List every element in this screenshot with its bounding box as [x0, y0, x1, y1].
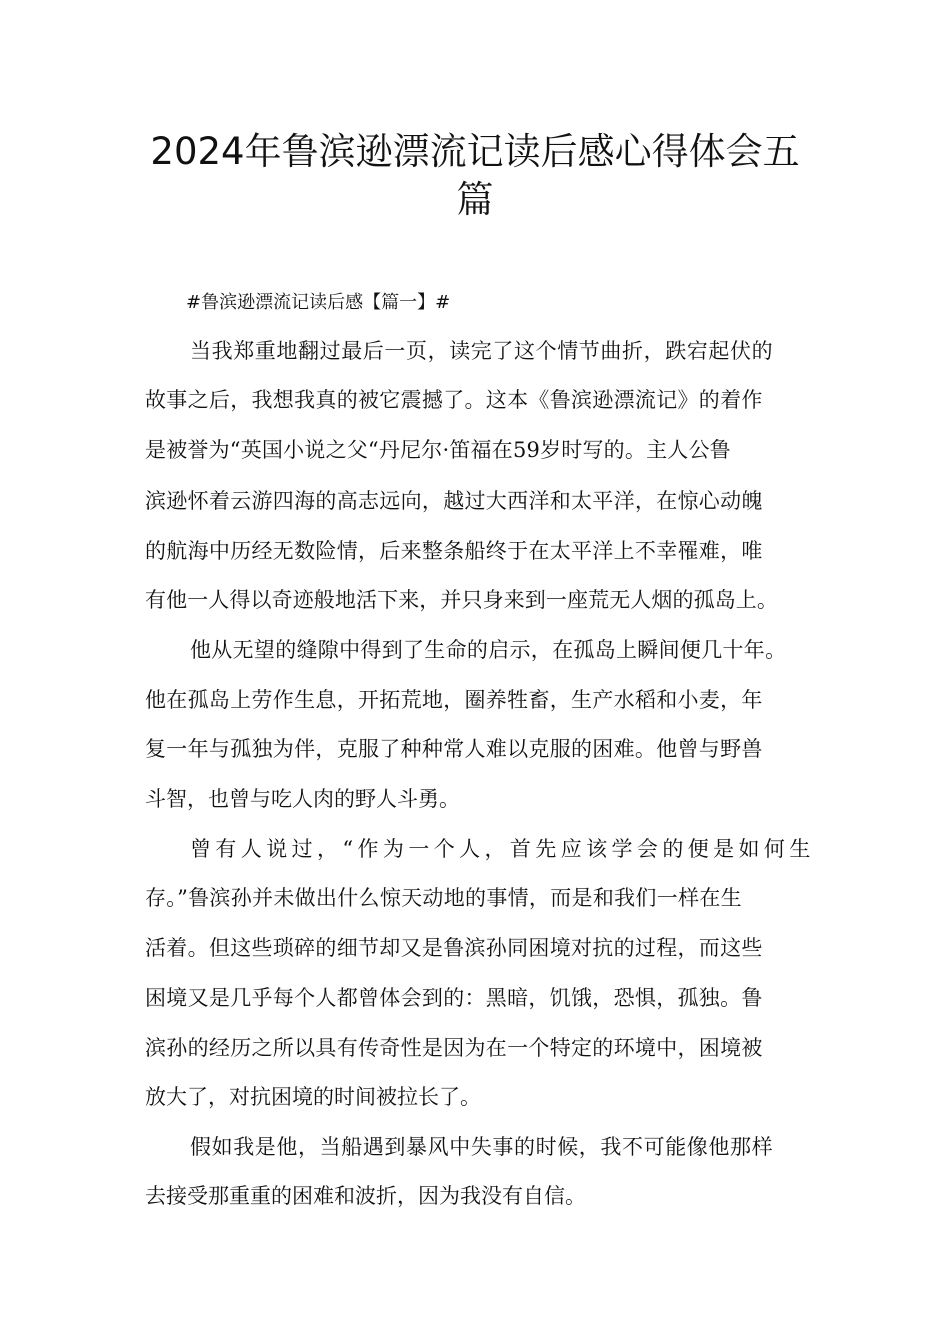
text-line: 当我郑重地翻过最后一页，读完了这个情节曲折，跌宕起伏的: [190, 339, 774, 363]
text-line: 曾有人说过，“作为一个人，首先应该学会的便是如何生: [190, 837, 815, 861]
text-line: 滨孙的经历之所以具有传奇性是因为在一个特定的环境中，困境被: [145, 1036, 763, 1060]
text-line: 复一年与孤独为伴，克服了种种常人难以克服的困难。他曾与野兽: [145, 737, 763, 761]
section-heading: #鲁滨逊漂流记读后感【篇一】#: [186, 292, 451, 313]
text-line: 假如我是他，当船遇到暴风中失事的时候，我不可能像他那样: [190, 1135, 774, 1159]
document-title: 2024年鲁滨逊漂流记读后感心得体会五篇: [150, 130, 800, 221]
text-line: 困境又是几乎每个人都曾体会到的：黑暗，饥饿，恐惧，孤独。鲁: [145, 986, 763, 1010]
text-line: 活着。但这些琐碎的细节却又是鲁滨孙同困境对抗的过程，而这些: [145, 936, 763, 960]
text-line: 他在孤岛上劳作生息，开拓荒地，圈养牲畜，生产水稻和小麦，年: [145, 688, 763, 712]
text-line: 存。”鲁滨孙并未做出什么惊天动地的事情，而是和我们一样在生: [145, 886, 742, 910]
text-line: 滨逊怀着云游四海的高志远向，越过大西洋和太平洋，在惊心动魄: [145, 489, 763, 513]
text-line: 故事之后，我想我真的被它震撼了。这本《鲁滨逊漂流记》的着作: [145, 388, 763, 412]
text-line: 他从无望的缝隙中得到了生命的启示，在孤岛上瞬间便几十年。: [190, 638, 787, 662]
text-line: 放大了，对抗困境的时间被拉长了。: [145, 1085, 481, 1109]
text-line: 斗智，也曾与吃人肉的野人斗勇。: [145, 787, 460, 811]
text-line: 去接受那重重的困难和波折，因为我没有自信。: [145, 1184, 586, 1208]
text-line: 的航海中历经无数险情，后来整条船终于在太平洋上不幸罹难，唯: [145, 539, 763, 563]
text-line: 是被誉为“英国小说之父“丹尼尔·笛福在59岁时写的。主人公鲁: [145, 438, 731, 462]
text-line: 有他一人得以奇迹般地活下来，并只身来到一座荒无人烟的孤岛上。: [145, 588, 778, 612]
